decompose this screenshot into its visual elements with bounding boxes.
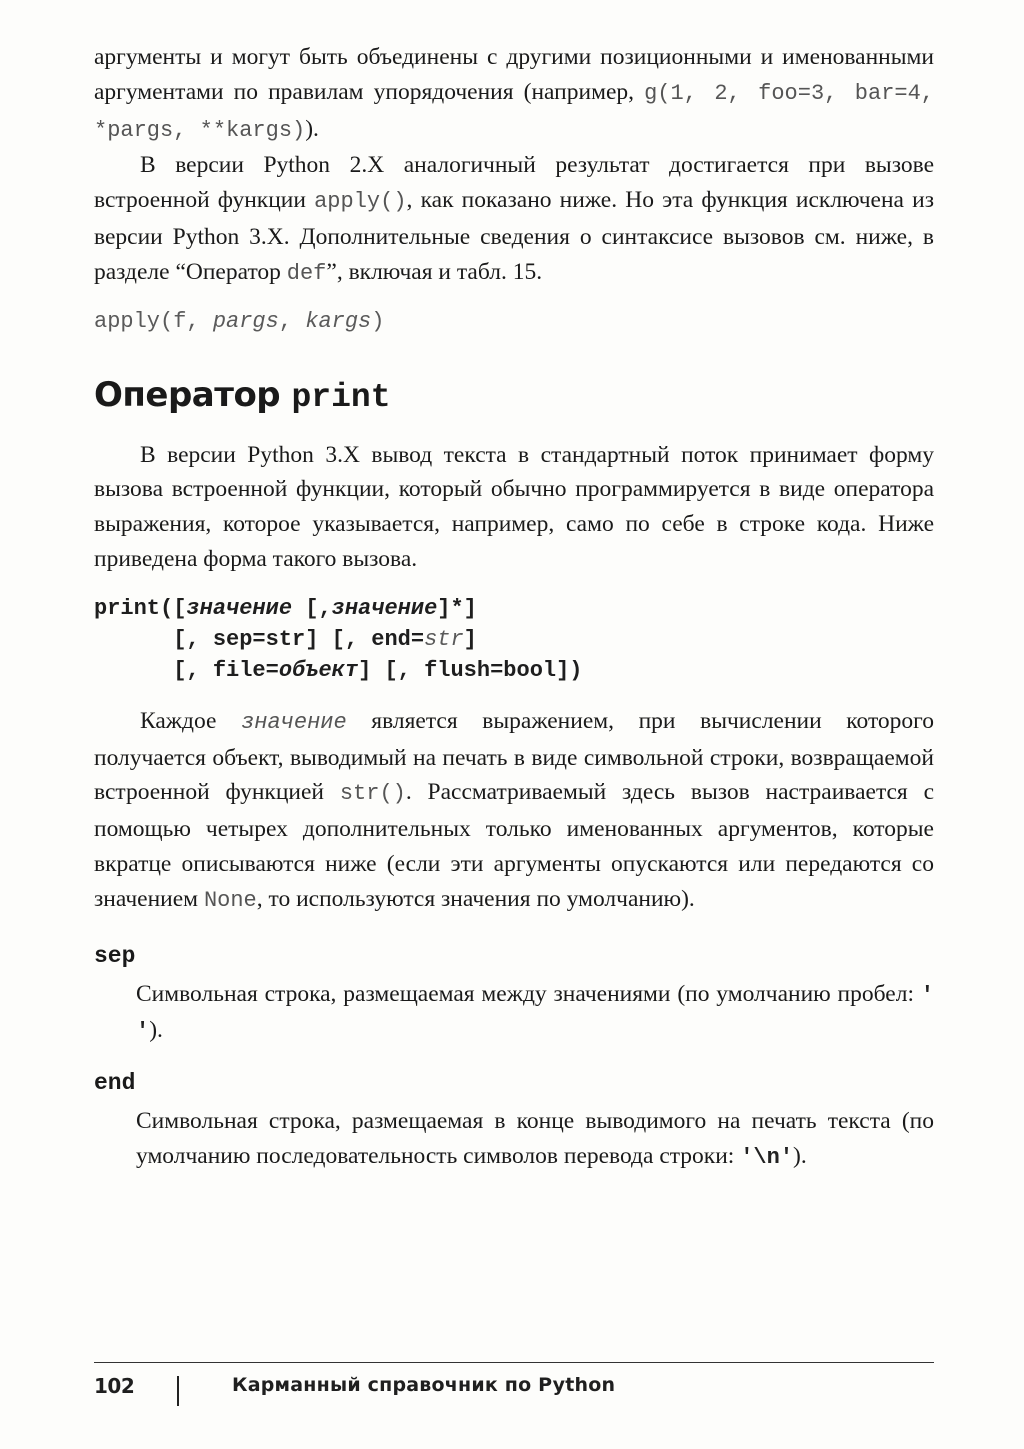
text: аргументы и могут быть объединены с другими позиционными и именованными аргументами по правилам упорядочения (например, xyxy=(94,44,934,105)
paragraph-python2 xyxy=(94,148,934,291)
inline-code: None xyxy=(203,887,257,913)
section-heading-print xyxy=(94,373,934,420)
code-text: apply(f, xyxy=(94,308,213,334)
code-arg: kargs xyxy=(305,308,372,334)
inline-code: def xyxy=(286,260,327,286)
heading-code: print xyxy=(291,378,391,416)
text: ”, включая и табл. 15. xyxy=(326,258,543,285)
text: В версии Python 2.X аналогичный результат достигается при вызове встроенной функции xyxy=(94,152,934,214)
code-line-1: print([значение [,значение]*] xyxy=(94,595,477,621)
inline-code: ' ' xyxy=(136,982,934,1045)
page-number: 102 xyxy=(94,1374,135,1398)
code-line-2: [, sep=str] [, end=str] xyxy=(94,626,477,652)
heading-text: Оператор xyxy=(94,374,292,415)
print-signature-code xyxy=(94,593,934,686)
code-text: ) xyxy=(371,308,385,334)
code-text: , xyxy=(278,308,306,334)
term-sep: sep xyxy=(94,942,136,969)
text: , как показано ниже. Но эта функция исключена из версии Python 3.X. Дополнительные сведения о синтаксисе вызовов см. ниже, в разделе “Оператор xyxy=(94,187,934,285)
definition-sep: Символьная строка, размещаемая между значениями (по умолчанию пробел: ' '). xyxy=(136,980,934,1045)
paragraph-each-value: Каждое значение является выражением, при вычислении которого получается объект, выводимый на печать в виде символьной строки, возвращаемой встроенной функцией str(). Рассматриваемый здесь вызов настраивается с помощью четырех дополнительных только именованных аргументов, которые вкратце описываются ниже (если эти аргументы опускаются или передаются со значением None, то используются значения по умолчанию). xyxy=(94,707,935,913)
inline-code: apply() xyxy=(314,189,407,215)
inline-code: g(1, 2, foo=3, bar=4, *pargs, **kargs) xyxy=(94,80,934,143)
inline-code: значение xyxy=(241,709,347,735)
page-content xyxy=(94,36,934,1176)
apply-code-block xyxy=(94,306,934,337)
code-arg: pargs xyxy=(212,308,279,334)
text: ). xyxy=(305,115,319,142)
paragraph-print-intro: В версии Python 3.X вывод текста в стандартный поток принимает форму вызова встроенной функции, который обычно программируется в виде оператора выражения, которое указывается, например, само по себе в строке кода. Ниже приведена форма такого вызова. xyxy=(94,441,934,572)
definition-end: Символьная строка, размещаемая в конце выводимого на печать текста (по умолчанию последовательность символов перевода строки: '\n'). xyxy=(136,1108,934,1170)
book-title: Карманный справочник по Python xyxy=(232,1374,616,1396)
paragraph-arguments xyxy=(94,40,934,148)
footer-separator xyxy=(177,1376,179,1406)
code-line-3: [, file=объект] [, flush=bool]) xyxy=(94,657,583,683)
term-end: end xyxy=(94,1070,136,1097)
footer-rule xyxy=(94,1362,934,1363)
inline-code: '\n' xyxy=(740,1144,794,1170)
inline-code: str() xyxy=(339,781,406,807)
page-footer xyxy=(94,1374,934,1408)
